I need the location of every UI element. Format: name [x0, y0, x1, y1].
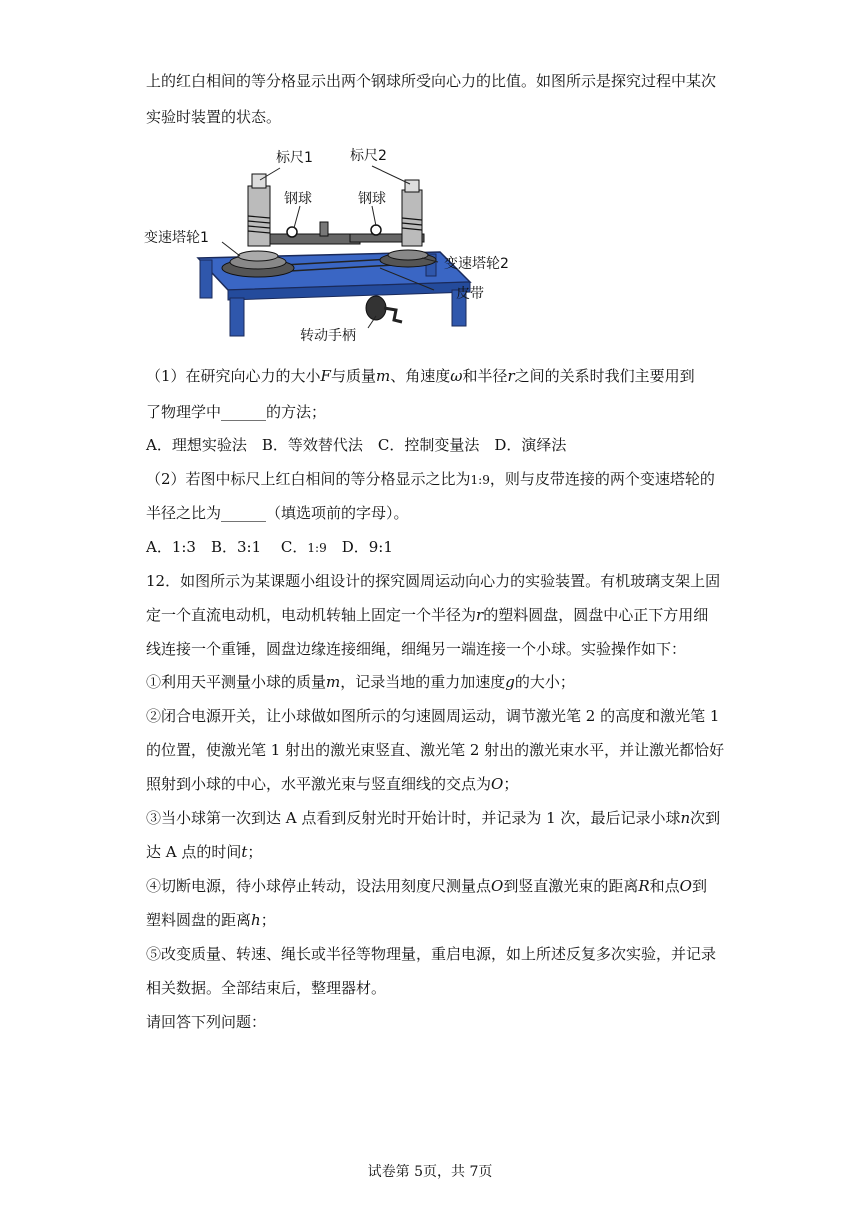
- label-belt: 皮带: [456, 286, 484, 302]
- text: 到: [691, 877, 707, 895]
- label-pulley-1: 变速塔轮1: [144, 230, 209, 246]
- var-R: R: [638, 877, 650, 895]
- text: 达 A 点的时间: [146, 843, 242, 861]
- table-leg-front-left: [230, 298, 244, 336]
- text: 照射到小球的中心，水平激光束与竖直细线的交点为: [146, 775, 492, 793]
- var-O: O: [491, 775, 504, 793]
- q12-step-5-line-1: ⑤改变质量、转速、绳长或半径等物理量，重启电源，如上所述反复多次实验，并记录: [146, 945, 717, 963]
- text: （1）在研究向心力的大小: [146, 367, 321, 385]
- var-g: g: [505, 673, 515, 691]
- text: ；: [503, 775, 519, 793]
- intro-line-1: 上的红白相间的等分格显示出两个钢球所受向心力的比值。如图所示是探究过程中某次: [146, 72, 717, 90]
- q12-line-3: 线连接一个重锤，圆盘边缘连接细绳，细绳另一端连接一个小球。实验操作如下：: [146, 640, 687, 658]
- text: 、角速度: [390, 367, 451, 385]
- text: （2）若图中标尺上红白相间的等分格显示之比为: [146, 470, 471, 488]
- label-steel-ball-right: 钢球: [358, 191, 386, 207]
- var-r: r: [476, 606, 484, 624]
- text: 的塑料圆盘，圆盘中心正下方用细: [483, 606, 709, 624]
- text: 塑料圆盘的距离: [146, 911, 252, 929]
- q1-line-2: 了物理学中______的方法；: [146, 403, 327, 421]
- q2-line-1: [146, 469, 715, 490]
- table-leg-left: [200, 260, 212, 298]
- text: 到竖直激光束的距离: [503, 877, 639, 895]
- label-crank-handle: 转动手柄: [300, 328, 356, 344]
- text: ③当小球第一次到达 A 点看到反射光时开始计时，并记录为 1 次，最后记录小球: [146, 809, 681, 827]
- var-O: O: [679, 877, 692, 895]
- page-footer: 试卷第 5页，共 7页: [367, 1164, 493, 1180]
- ratio: 1:9: [470, 473, 490, 487]
- q12-step-4-line-1: [146, 876, 707, 896]
- q12-step-2-line-2: 的位置，使激光笔 1 射出的激光束竖直、激光笔 2 射出的激光束水平，并让激光都恰好: [146, 741, 725, 759]
- q12-line-2: [146, 605, 708, 625]
- text: 之间的关系时我们主要用到: [514, 367, 695, 385]
- text: ①利用天平测量小球的质量: [146, 673, 327, 691]
- text: 次到: [690, 809, 721, 827]
- q12-line-1: 12．如图所示为某课题小组设计的探究圆周运动向心力的实验装置。有机玻璃支架上固: [146, 572, 721, 590]
- centripetal-force-apparatus-figure: [140, 140, 540, 350]
- text: 的大小；: [514, 673, 575, 691]
- steel-ball-right: [371, 225, 381, 235]
- text: 定一个直流电动机，电动机转轴上固定一个半径为: [146, 606, 477, 624]
- text: ；: [260, 911, 276, 929]
- q12-step-1: [146, 672, 575, 692]
- q12-step-3-line-2: [146, 842, 262, 862]
- var-n: n: [680, 809, 691, 827]
- var-m: m: [326, 673, 341, 691]
- text: 与质量: [330, 367, 376, 385]
- text: ；: [247, 843, 263, 861]
- text: ，记录当地的重力加速度: [340, 673, 506, 691]
- q2-options: [146, 537, 393, 558]
- var-O: O: [491, 877, 504, 895]
- q12-step-2-line-1: ②闭合电源开关，让小球做如图所示的匀速圆周运动，调节激光笔 2 的高度和激光笔 1: [146, 707, 720, 725]
- q12-step-4-line-2: [146, 910, 276, 930]
- var-h: h: [251, 911, 261, 929]
- text: 和半径: [462, 367, 508, 385]
- var-F: F: [320, 367, 331, 385]
- text: A．1:3 B．3:1 C．: [146, 538, 308, 556]
- q12-step-5-line-2: 相关数据。全部结束后，整理器材。: [146, 979, 387, 997]
- option-c-value: 1:9: [307, 541, 327, 555]
- label-steel-ball-left: 钢球: [284, 191, 312, 207]
- var-m: m: [375, 367, 391, 385]
- var-r: r: [507, 367, 515, 385]
- steel-ball-left: [287, 227, 297, 237]
- q12-step-3-line-1: [146, 808, 720, 828]
- text: 和点: [649, 877, 680, 895]
- text: ，则与皮带连接的两个变速塔轮的: [489, 470, 715, 488]
- q12-step-2-line-3: [146, 774, 518, 794]
- label-ruler-1: 标尺1: [276, 150, 313, 166]
- q12-ask: 请回答下列问题：: [146, 1013, 267, 1031]
- q1-line-1: [146, 366, 695, 386]
- var-t: t: [241, 843, 248, 861]
- label-pulley-2: 变速塔轮2: [444, 256, 509, 272]
- var-omega: ω: [450, 367, 463, 385]
- label-ruler-2: 标尺2: [350, 148, 387, 164]
- q2-line-2: 半径之比为______（填选项前的字母）。: [146, 504, 409, 522]
- q1-options: A．理想实验法 B．等效替代法 C．控制变量法 D．演绎法: [146, 436, 567, 454]
- text: D．9:1: [326, 538, 393, 556]
- intro-line-2: 实验时装置的状态。: [146, 108, 282, 126]
- crank-handle: [384, 308, 402, 322]
- text: ④切断电源，待小球停止转动，设法用刻度尺测量点: [146, 877, 492, 895]
